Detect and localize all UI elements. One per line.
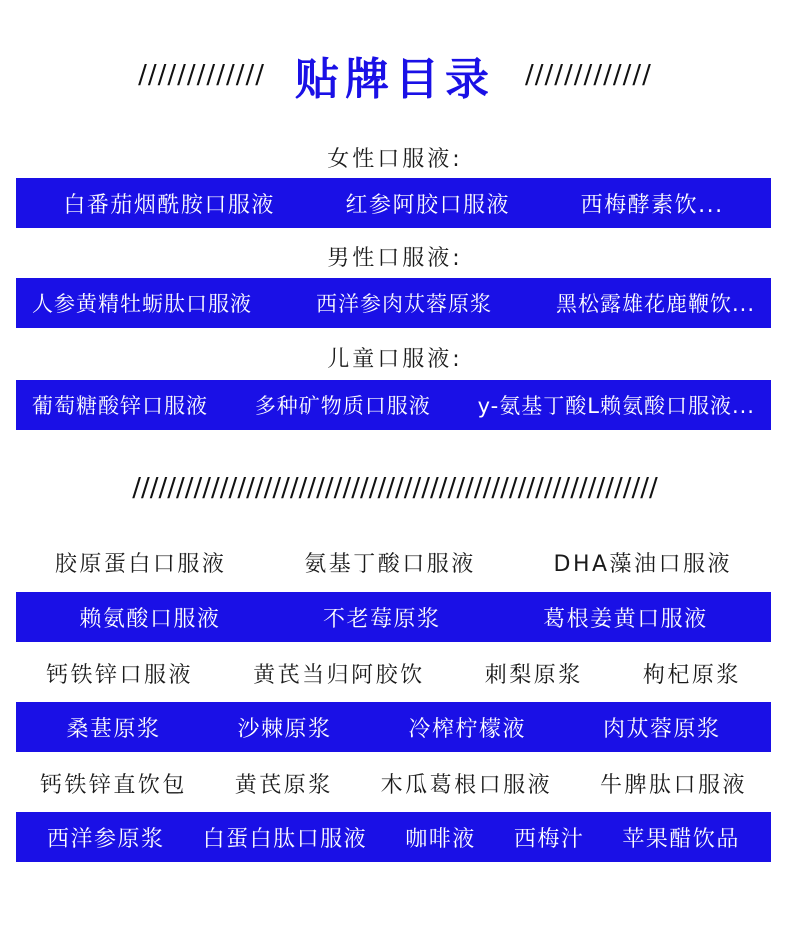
product-row — [16, 648, 771, 698]
category-label-children: 儿童口服液: — [327, 347, 463, 372]
product-item: 西洋参原浆 — [47, 826, 165, 852]
product-item: 白蛋白肽口服液 — [202, 826, 368, 852]
category-bar-children — [16, 380, 771, 430]
product-item: 苹果醋饮品 — [622, 826, 740, 852]
category-label-male: 男性口服液: — [327, 246, 463, 271]
product-row — [16, 592, 771, 642]
product-item: 西洋参肉苁蓉原浆 — [315, 292, 492, 316]
slash-divider: //////////////////////////////////////////////////////////// — [132, 473, 658, 503]
product-item: 西梅汁 — [513, 826, 585, 852]
product-item: 刺梨原浆 — [484, 662, 583, 688]
product-item: y-氨基丁酸L赖氨酸口服液... — [477, 394, 755, 418]
right-slash-decoration: ///////////// — [525, 60, 652, 90]
product-item: 胶原蛋白口服液 — [54, 551, 227, 577]
product-item: 钙铁锌直饮包 — [39, 772, 187, 798]
product-item: 牛脾肽口服液 — [600, 772, 748, 798]
product-item: 红参阿胶口服液 — [345, 192, 511, 218]
product-row — [16, 812, 771, 862]
product-item: 黄芪当归阿胶饮 — [253, 662, 425, 688]
product-row — [16, 758, 771, 808]
left-slash-decoration: ///////////// — [138, 60, 265, 90]
product-item: 沙棘原浆 — [237, 716, 332, 742]
page-title: 贴牌目录 — [295, 54, 495, 105]
product-item: 木瓜葛根口服液 — [380, 772, 553, 798]
product-item: 枸杞原浆 — [642, 662, 741, 688]
product-row — [16, 702, 771, 752]
header — [0, 40, 790, 110]
product-item: 不老莓原浆 — [322, 606, 441, 632]
category-bar-female — [16, 178, 771, 228]
product-item: 赖氨酸口服液 — [79, 606, 221, 632]
product-item: 咖啡液 — [405, 826, 476, 852]
product-item: 葡萄糖酸锌口服液 — [32, 394, 208, 418]
product-item: 多种矿物质口服液 — [254, 394, 431, 418]
product-item: 冷榨柠檬液 — [408, 716, 526, 742]
product-item: 西梅酵素饮... — [580, 192, 724, 218]
product-item: 钙铁锌口服液 — [46, 662, 194, 688]
product-item: 人参黄精牡蛎肽口服液 — [32, 292, 252, 316]
product-item: 黑松露雄花鹿鞭饮... — [555, 292, 755, 316]
category-label-female: 女性口服液: — [327, 147, 463, 172]
category-bar-male — [16, 278, 771, 328]
product-item: 白番茄烟酰胺口服液 — [63, 192, 275, 218]
product-row — [16, 537, 771, 587]
product-item: 肉苁蓉原浆 — [602, 716, 721, 742]
product-item: DHA藻油口服液 — [553, 551, 733, 577]
product-item: 葛根姜黄口服液 — [543, 606, 708, 632]
product-item: 桑葚原浆 — [66, 716, 161, 742]
product-item: 黄芪原浆 — [234, 772, 333, 798]
product-item: 氨基丁酸口服液 — [304, 551, 476, 577]
